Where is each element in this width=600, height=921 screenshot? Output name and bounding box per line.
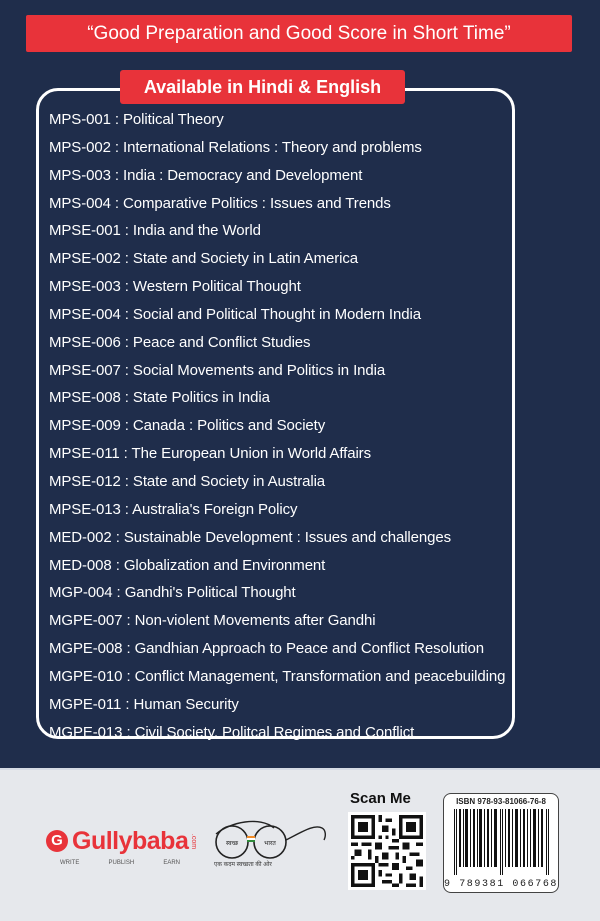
course-item: MPSE-002 : State and Society in Latin America <box>49 250 358 268</box>
course-item: MGPE-008 : Gandhian Approach to Peace and Conflict Resolution <box>49 640 485 658</box>
course-item: MGP-004 : Gandhi's Political Thought <box>49 584 296 602</box>
course-item: MGPE-007 : Non-violent Movements after Gandhi <box>49 612 376 630</box>
course-item: MED-008 : Globalization and Environment <box>49 556 326 574</box>
qr-title: Scan Me <box>350 790 411 807</box>
course-item: MPSE-006 : Peace and Conflict Studies <box>49 333 311 351</box>
course-item: MPSE-003 : Western Political Thought <box>49 278 301 296</box>
course-item: MPSE-009 : Canada : Politics and Society <box>49 417 326 435</box>
course-item: MPSE-012 : State and Society in Australia <box>49 472 326 490</box>
course-item: MPS-001 : Political Theory <box>49 111 224 128</box>
g-logo-icon <box>46 830 68 852</box>
isbn-digits: 9 789381 066768 <box>444 879 559 890</box>
course-item: MPSE-001 : India and the World <box>49 222 261 240</box>
publisher-logo <box>46 826 202 856</box>
course-list <box>49 106 569 746</box>
svg-text:भारत: भारत <box>264 841 276 847</box>
course-item: MPSE-008 : State Politics in India <box>49 389 270 407</box>
course-item: MPS-004 : Comparative Politics : Issues and Trends <box>49 194 391 212</box>
swachh-tagline: एक कदम स्वच्छता की ओर <box>214 862 272 868</box>
course-item: MGPE-010 : Conflict Management, Transformation and peacebuilding <box>49 667 506 685</box>
publisher-tag: EARN <box>163 860 180 866</box>
course-item: MPSE-011 : The European Union in World Affairs <box>49 445 371 463</box>
svg-text:स्वच्छ: स्वच्छ <box>225 841 239 847</box>
course-item: MPSE-007 : Social Movements and Politics in India <box>49 361 386 379</box>
availability-badge: Available in Hindi & English <box>120 70 405 104</box>
course-item: MPSE-013 : Australia's Foreign Policy <box>49 500 298 518</box>
course-item: MPSE-004 : Social and Political Thought in Modern India <box>49 305 421 323</box>
tagline-banner: “Good Preparation and Good Score in Short Time” <box>26 15 572 52</box>
publisher-domain: .com <box>190 833 198 849</box>
course-item: MPS-002 : International Relations : Theory and problems <box>49 138 422 156</box>
isbn-barcode-box <box>443 793 559 893</box>
course-item: MPS-003 : India : Democracy and Development <box>49 166 363 184</box>
publisher-tags <box>60 860 180 866</box>
publisher-name: Gullybaba <box>72 826 189 855</box>
isbn-label: ISBN 978-93-81066-76-8 <box>456 797 546 806</box>
course-item: MGPE-013 : Civil Society, Politcal Regimes and Conflict <box>49 723 415 741</box>
qr-code-icon[interactable] <box>348 812 426 890</box>
course-item: MGPE-011 : Human Security <box>49 695 239 713</box>
course-item: MED-002 : Sustainable Development : Issues and challenges <box>49 528 452 546</box>
publisher-tag: PUBLISH <box>108 860 135 866</box>
publisher-tag: WRITE <box>60 860 80 866</box>
barcode-icon <box>452 809 552 875</box>
